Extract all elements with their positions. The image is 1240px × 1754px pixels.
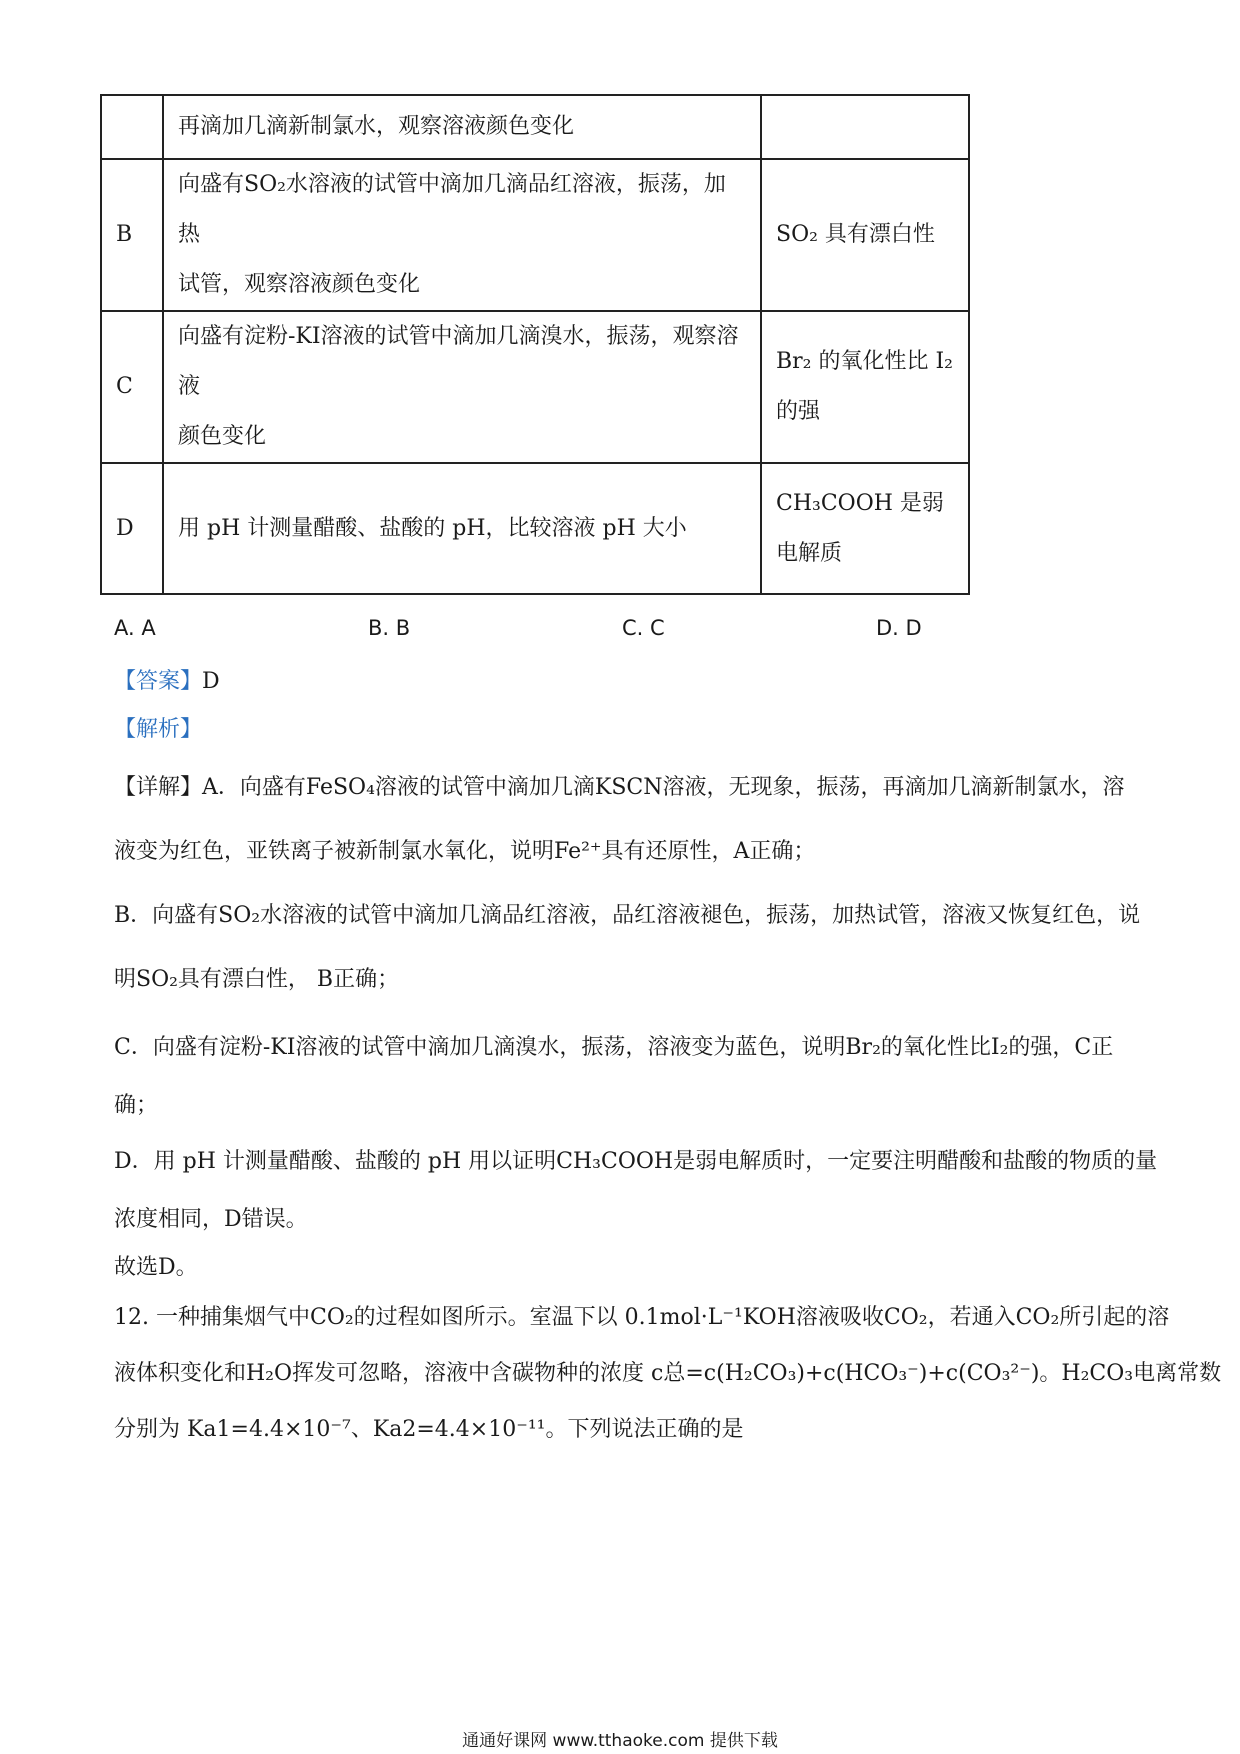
question-12-line: 液体积变化和H₂O挥发可忽略，溶液中含碳物种的浓度 c总=c(H₂CO₃)+c(HCO₃⁻)+c(CO₃²⁻)。H₂CO₃电离常数 xyxy=(114,1361,1222,1386)
option-a: A. A xyxy=(114,616,156,640)
answer-value: D xyxy=(202,669,220,694)
experiment-table xyxy=(100,94,970,595)
detail-line: D．用 pH 计测量醋酸、盐酸的 pH 用以证明CH₃COOH是弱电解质时，一定要注明醋酸和盐酸的物质的量 xyxy=(114,1149,1158,1174)
table-row xyxy=(101,159,969,311)
detail-line: 故选D。 xyxy=(114,1255,198,1280)
row-label xyxy=(101,95,163,159)
table-row xyxy=(101,95,969,159)
detail-line: 液变为红色，亚铁离子被新制氯水氧化，说明Fe²⁺具有还原性，A正确； xyxy=(114,839,816,864)
detail-line: C．向盛有淀粉-KI溶液的试管中滴加几滴溴水，振荡，溶液变为蓝色，说明Br₂的氧化性比I₂的强，C正 xyxy=(114,1035,1114,1060)
operation-cell: 向盛有SO₂水溶液的试管中滴加几滴品红溶液，振荡，加热 试管，观察溶液颜色变化 xyxy=(163,159,761,311)
detail-line: B．向盛有SO₂水溶液的试管中滴加几滴品红溶液，品红溶液褪色，振荡，加热试管，溶液又恢复红色，说 xyxy=(114,903,1141,928)
footer: 通通好课网 www.tthaoke.com 提供下载 xyxy=(462,1731,778,1751)
row-label: C xyxy=(101,311,163,463)
table-row xyxy=(101,463,969,594)
option-c: C. C xyxy=(622,616,665,640)
detail-line: 【详解】A．向盛有FeSO₄溶液的试管中滴加几滴KSCN溶液，无现象，振荡，再滴加几滴新制氯水，溶 xyxy=(114,775,1125,800)
question-12-line: 12. 一种捕集烟气中CO₂的过程如图所示。室温下以 0.1mol·L⁻¹KOH溶液吸收CO₂，若通入CO₂所引起的溶 xyxy=(114,1305,1170,1330)
conclusion-cell: CH₃COOH 是弱 电解质 xyxy=(761,463,969,594)
detail-line: 明SO₂具有漂白性， B正确； xyxy=(114,967,400,992)
question-12-line: 分别为 Ka1=4.4×10⁻⁷、Ka2=4.4×10⁻¹¹。下列说法正确的是 xyxy=(114,1417,744,1442)
row-label: B xyxy=(101,159,163,311)
table-row xyxy=(101,311,969,463)
conclusion-cell: Br₂ 的氧化性比 I₂ 的强 xyxy=(761,311,969,463)
operation-cell: 再滴加几滴新制氯水，观察溶液颜色变化 xyxy=(163,95,761,159)
detail-line: 浓度相同，D错误。 xyxy=(114,1207,308,1232)
analysis-label: 【解析】 xyxy=(114,717,203,742)
conclusion-cell: SO₂ 具有漂白性 xyxy=(761,159,969,311)
conclusion-cell xyxy=(761,95,969,159)
operation-cell: 向盛有淀粉-KI溶液的试管中滴加几滴溴水，振荡，观察溶液 颜色变化 xyxy=(163,311,761,463)
answer-line xyxy=(114,664,220,695)
answer-label: 【答案】 xyxy=(114,669,203,694)
row-label: D xyxy=(101,463,163,594)
option-b: B. B xyxy=(368,616,411,640)
option-d: D. D xyxy=(876,616,922,640)
operation-cell: 用 pH 计测量醋酸、盐酸的 pH，比较溶液 pH 大小 xyxy=(163,463,761,594)
detail-line: 确； xyxy=(114,1093,159,1118)
